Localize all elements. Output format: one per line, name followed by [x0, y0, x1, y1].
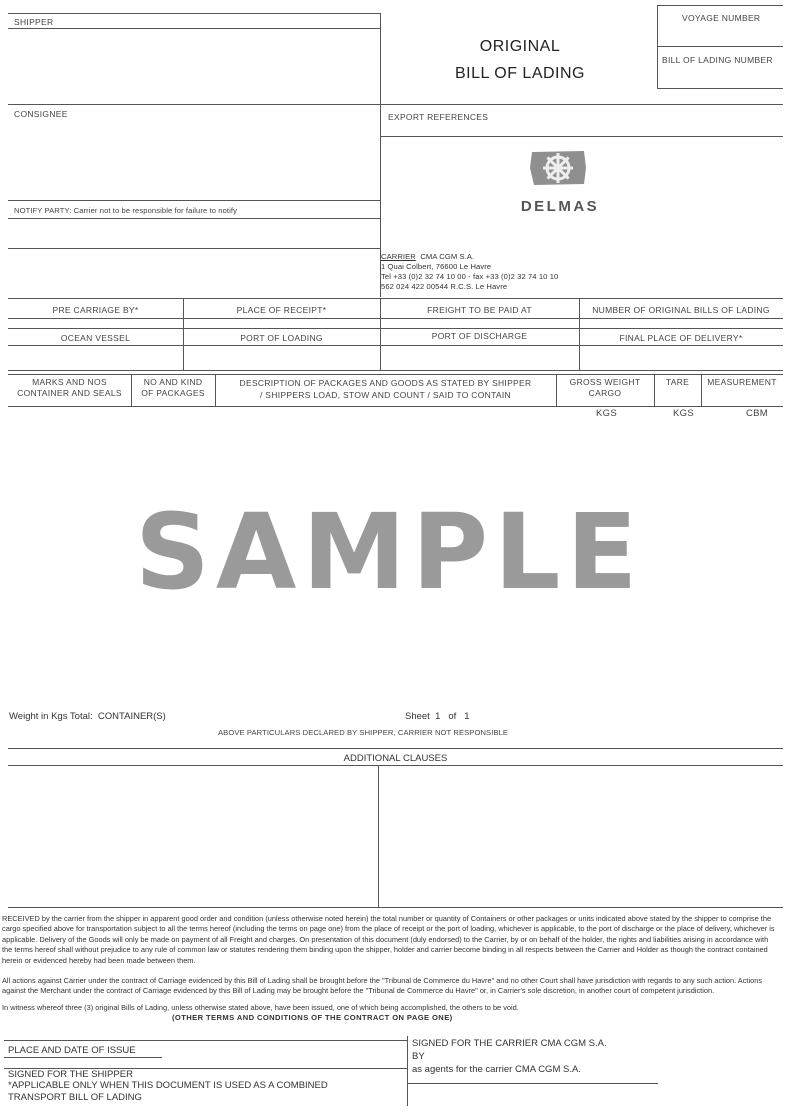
gross-weight-unit: KGS [596, 408, 617, 419]
gross-weight-header-line1: GROSS WEIGHT [569, 377, 641, 387]
sheet-total: 1 [464, 711, 470, 722]
measurement-header: MEASUREMENT [707, 377, 777, 387]
sample-watermark: SAMPLE [135, 491, 644, 613]
final-place-of-delivery-label: FINAL PLACE OF DELIVERY* [619, 333, 743, 343]
by-label: BY [412, 1051, 425, 1062]
description-header-line1: DESCRIPTION OF PACKAGES AND GOODS AS STATED BY SHIPPER [239, 378, 532, 388]
carrier-name: CMA CGM S.A. [420, 252, 475, 261]
delmas-gear-logo-icon [528, 148, 592, 188]
legal-jurisdiction-paragraph: All actions against Carrier under the contract of Carriage evidenced by this Bill of Lading shall be brought before the "Tribunal de Commerce du Havre" and no other Court shall have jurisdiction with regards to any such action. Actions against the Merchant under the contract of Carriage evidenced by this Bill of Lading may be brought before the "Tribunal de Commerce du Havre" or, in Carrier's sole discretion, in another court of competent jurisdiction. [2, 976, 763, 996]
document-title-bill-of-lading: BILL OF LADING [455, 65, 585, 82]
place-of-receipt-label: PLACE OF RECEIPT* [236, 305, 327, 315]
signed-for-carrier-label: SIGNED FOR THE CARRIER CMA CGM S.A. [412, 1038, 607, 1049]
other-terms-note: (OTHER TERMS AND CONDITIONS OF THE CONTRACT ON PAGE ONE) [172, 1013, 453, 1022]
document-title-original: ORIGINAL [479, 38, 561, 55]
additional-clauses-label: ADDITIONAL CLAUSES [343, 753, 448, 764]
combined-transport-note [8, 1080, 328, 1104]
particulars-disclaimer: ABOVE PARTICULARS DECLARED BY SHIPPER, CARRIER NOT RESPONSIBLE [218, 728, 509, 737]
marks-header [8, 377, 131, 399]
marks-header-line1: MARKS AND NOS [32, 377, 107, 387]
number-of-original-bills-label: NUMBER OF ORIGINAL BILLS OF LADING [592, 305, 770, 315]
brand-name: DELMAS [520, 198, 600, 215]
signed-for-shipper-label: SIGNED FOR THE SHIPPER [8, 1069, 133, 1080]
weight-total-label: Weight in Kgs Total: [9, 711, 93, 722]
combined-transport-note-line2: TRANSPORT BILL OF LADING [8, 1092, 142, 1103]
ocean-vessel-label: OCEAN VESSEL [60, 333, 131, 343]
carrier-address: 1 Quai Colbert, 76600 Le Havre [381, 262, 492, 271]
notify-party-label: NOTIFY PARTY: Carrier not to be responsible for failure to notify [14, 206, 238, 215]
packages-header [131, 377, 215, 399]
gross-weight-header [556, 377, 654, 399]
sheet-number: 1 [435, 711, 441, 722]
place-date-issue-label: PLACE AND DATE OF ISSUE [8, 1045, 136, 1056]
description-header [215, 377, 556, 401]
tare-header: TARE [665, 377, 690, 387]
carrier-block [381, 252, 558, 292]
packages-header-line2: OF PACKAGES [141, 388, 205, 398]
packages-header-line1: NO AND KIND [143, 377, 203, 387]
sheet-counter [405, 711, 469, 722]
carrier-registration: 562 024 422 00544 R.C.S. Le Havre [381, 282, 508, 291]
weight-total-line [9, 711, 166, 722]
legal-received-paragraph: RECEIVED by the carrier from the shipper in apparent good order and condition (unless otherwise noted herein) the total number or quantity of Containers or other packages or units indicated above stated by the shipper to comprise the cargo specified above for transportation subject to all the terms hereof (including the terms on page one) from the place of receipt or the port of loading, whichever is applicable, to the port of discharge or the place of delivery, whichever is applicable. Delivery of the Goods will only be made on payment of all Freight and charges. On presentation of this document (duly endorsed) to the Carrier, by or on behalf of the holder, the rights and liabilities arising in accordance with the terms hereof shall without prejudice to any rule of common law or statutes rendering them binding upon the shipper, holder and carrier become binding in all respects between the Carrier and Holder as though the contract contained herein or evidenced hereby had been made between them. [2, 914, 775, 965]
voyage-number-label: VOYAGE NUMBER [682, 13, 761, 23]
bill-of-lading-number-label: BILL OF LADING NUMBER [662, 55, 773, 65]
carrier-label: CARRIER [381, 252, 416, 261]
gross-weight-header-line2: CARGO [588, 388, 622, 398]
measurement-unit: CBM [746, 408, 769, 419]
sheet-label: Sheet [405, 711, 430, 722]
combined-transport-note-line1: *APPLICABLE ONLY WHEN THIS DOCUMENT IS USED AS A COMBINED [8, 1080, 328, 1091]
freight-paid-at-label: FREIGHT TO BE PAID AT [427, 305, 532, 315]
carrier-phone: Tel +33 (0)2 32 74 10 00 - fax +33 (0)2 32 74 10 10 [381, 272, 559, 281]
tare-unit: KGS [673, 408, 694, 419]
containers-label: CONTAINER(S) [97, 711, 166, 722]
marks-header-line2: CONTAINER AND SEALS [17, 388, 122, 398]
export-references-label: EXPORT REFERENCES [388, 112, 489, 122]
consignee-label: CONSIGNEE [14, 109, 68, 119]
of-label: of [448, 711, 457, 722]
legal-witness-paragraph: In witness whereof three (3) original Bills of Lading, unless otherwise stated above, have been issued, one of which being accomplished, the others to be void. [2, 1003, 519, 1012]
pre-carriage-label: PRE CARRIAGE BY* [52, 305, 139, 315]
port-of-discharge-label: PORT OF DISCHARGE [431, 331, 528, 341]
description-header-line2: / SHIPPERS LOAD, STOW AND COUNT / SAID TO CONTAIN [259, 390, 511, 400]
shipper-label: SHIPPER [14, 17, 54, 27]
port-of-loading-label: PORT OF LOADING [240, 333, 323, 343]
agents-label: as agents for the carrier CMA CGM S.A. [412, 1064, 581, 1075]
